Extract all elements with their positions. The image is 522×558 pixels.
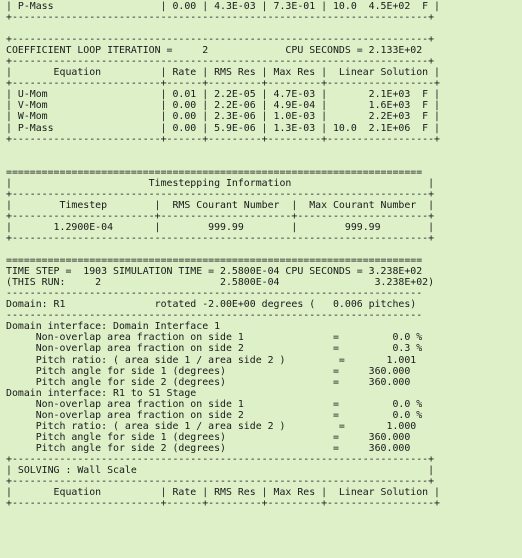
console-line: | P-Mass | 0.00 | 4.3E-03 | 7.3E-01 | 10.0 4.5E+02 F | (6, 1, 441, 12)
console-line: +----------------------------------------------------------------------+ (6, 453, 435, 465)
console-line (6, 145, 522, 156)
console-line: +-------------------------+------+---------+---------+------------------+ (6, 133, 441, 145)
console-line (6, 531, 522, 542)
console-line: Non-overlap area fraction on side 2 = 0.0 % (6, 409, 423, 421)
console-line (6, 509, 522, 520)
console-line: +-------------------------+------+---------+---------+------------------+ (6, 78, 441, 90)
console-line: | 1.2900E-04 | 999.99 | 999.99 | (6, 221, 435, 233)
console-line: +----------------------------------------------------------------------+ (6, 12, 435, 24)
console-line: Non-overlap area fraction on side 2 = 0.3 % (6, 343, 423, 355)
console-line: Domain interface: Domain Interface 1 (6, 321, 221, 333)
console-line (6, 244, 522, 255)
console-line: Pitch angle for side 1 (degrees) = 360.000 (6, 431, 411, 443)
console-line: Pitch angle for side 2 (degrees) = 360.000 (6, 442, 411, 454)
console-line (6, 23, 522, 34)
console-line: Pitch ratio: ( area side 1 / area side 2 ) = 1.001 (6, 354, 417, 366)
console-line: Domain: R1 rotated -2.00E+00 degrees ( 0.006 pitches) (6, 299, 417, 311)
console-line: +----------------------------------------------------------------------+ (6, 188, 435, 200)
console-line: | Timestep | RMS Courant Number | Max Courant Number | (6, 199, 435, 211)
console-line: +----------------------------------------------------------------------+ (6, 56, 435, 68)
console-line: | W-Mom | 0.00 | 2.3E-06 | 1.0E-03 | 2.2E+03 F | (6, 111, 441, 123)
console-line: (THIS RUN: 2 2.5800E-04 3.238E+02) (6, 277, 435, 289)
console-line: COEFFICIENT LOOP ITERATION = 2 CPU SECONDS = 2.133E+02 (6, 45, 423, 57)
console-line: Non-overlap area fraction on side 1 = 0.0 % (6, 398, 423, 410)
console-line: | SOLVING : Wall Scale | (6, 464, 435, 476)
console-line: ====================================================================== (6, 255, 423, 267)
console-line (6, 156, 522, 167)
console-line (6, 520, 522, 531)
console-line: | U-Mom | 0.01 | 2.2E-05 | 4.7E-03 | 2.1E+03 F | (6, 89, 441, 101)
console-line: | P-Mass | 0.00 | 5.9E-06 | 1.3E-03 | 10.0 2.1E+06 F | (6, 122, 441, 134)
console-line: ---------------------------------------------------------------------- (6, 310, 423, 322)
console-line: +----------------------------------------------------------------------+ (6, 476, 435, 488)
console-line: ====================================================================== (6, 166, 423, 178)
console-line: | Equation | Rate | RMS Res | Max Res | Linear Solution | (6, 487, 441, 499)
console-line: +------------------------+----------------------+----------------------+ (6, 210, 435, 222)
console-line: Domain interface: R1 to S1 Stage (6, 387, 197, 399)
console-line: ---------------------------------------------------------------------- (6, 288, 423, 300)
console-line: TIME STEP = 1903 SIMULATION TIME = 2.5800E-04 CPU SECONDS = 3.238E+02 (6, 266, 423, 278)
console-line: | Timestepping Information | (6, 177, 435, 189)
console-line: Non-overlap area fraction on side 1 = 0.0 % (6, 332, 423, 344)
console-line: Pitch angle for side 2 (degrees) = 360.000 (6, 376, 411, 388)
console-line: | Equation | Rate | RMS Res | Max Res | Linear Solution | (6, 67, 441, 79)
console-line: | V-Mom | 0.00 | 2.2E-06 | 4.9E-04 | 1.6E+03 F | (6, 100, 441, 112)
console-line: +----------------------------------------------------------------------+ (6, 34, 435, 46)
console-line: +----------------------------------------------------------------------+ (6, 232, 435, 244)
console-line: Pitch ratio: ( area side 1 / area side 2 ) = 1.000 (6, 420, 417, 432)
console-line: Pitch angle for side 1 (degrees) = 360.000 (6, 365, 411, 377)
console-line: +-------------------------+------+---------+---------+------------------+ (6, 498, 441, 510)
